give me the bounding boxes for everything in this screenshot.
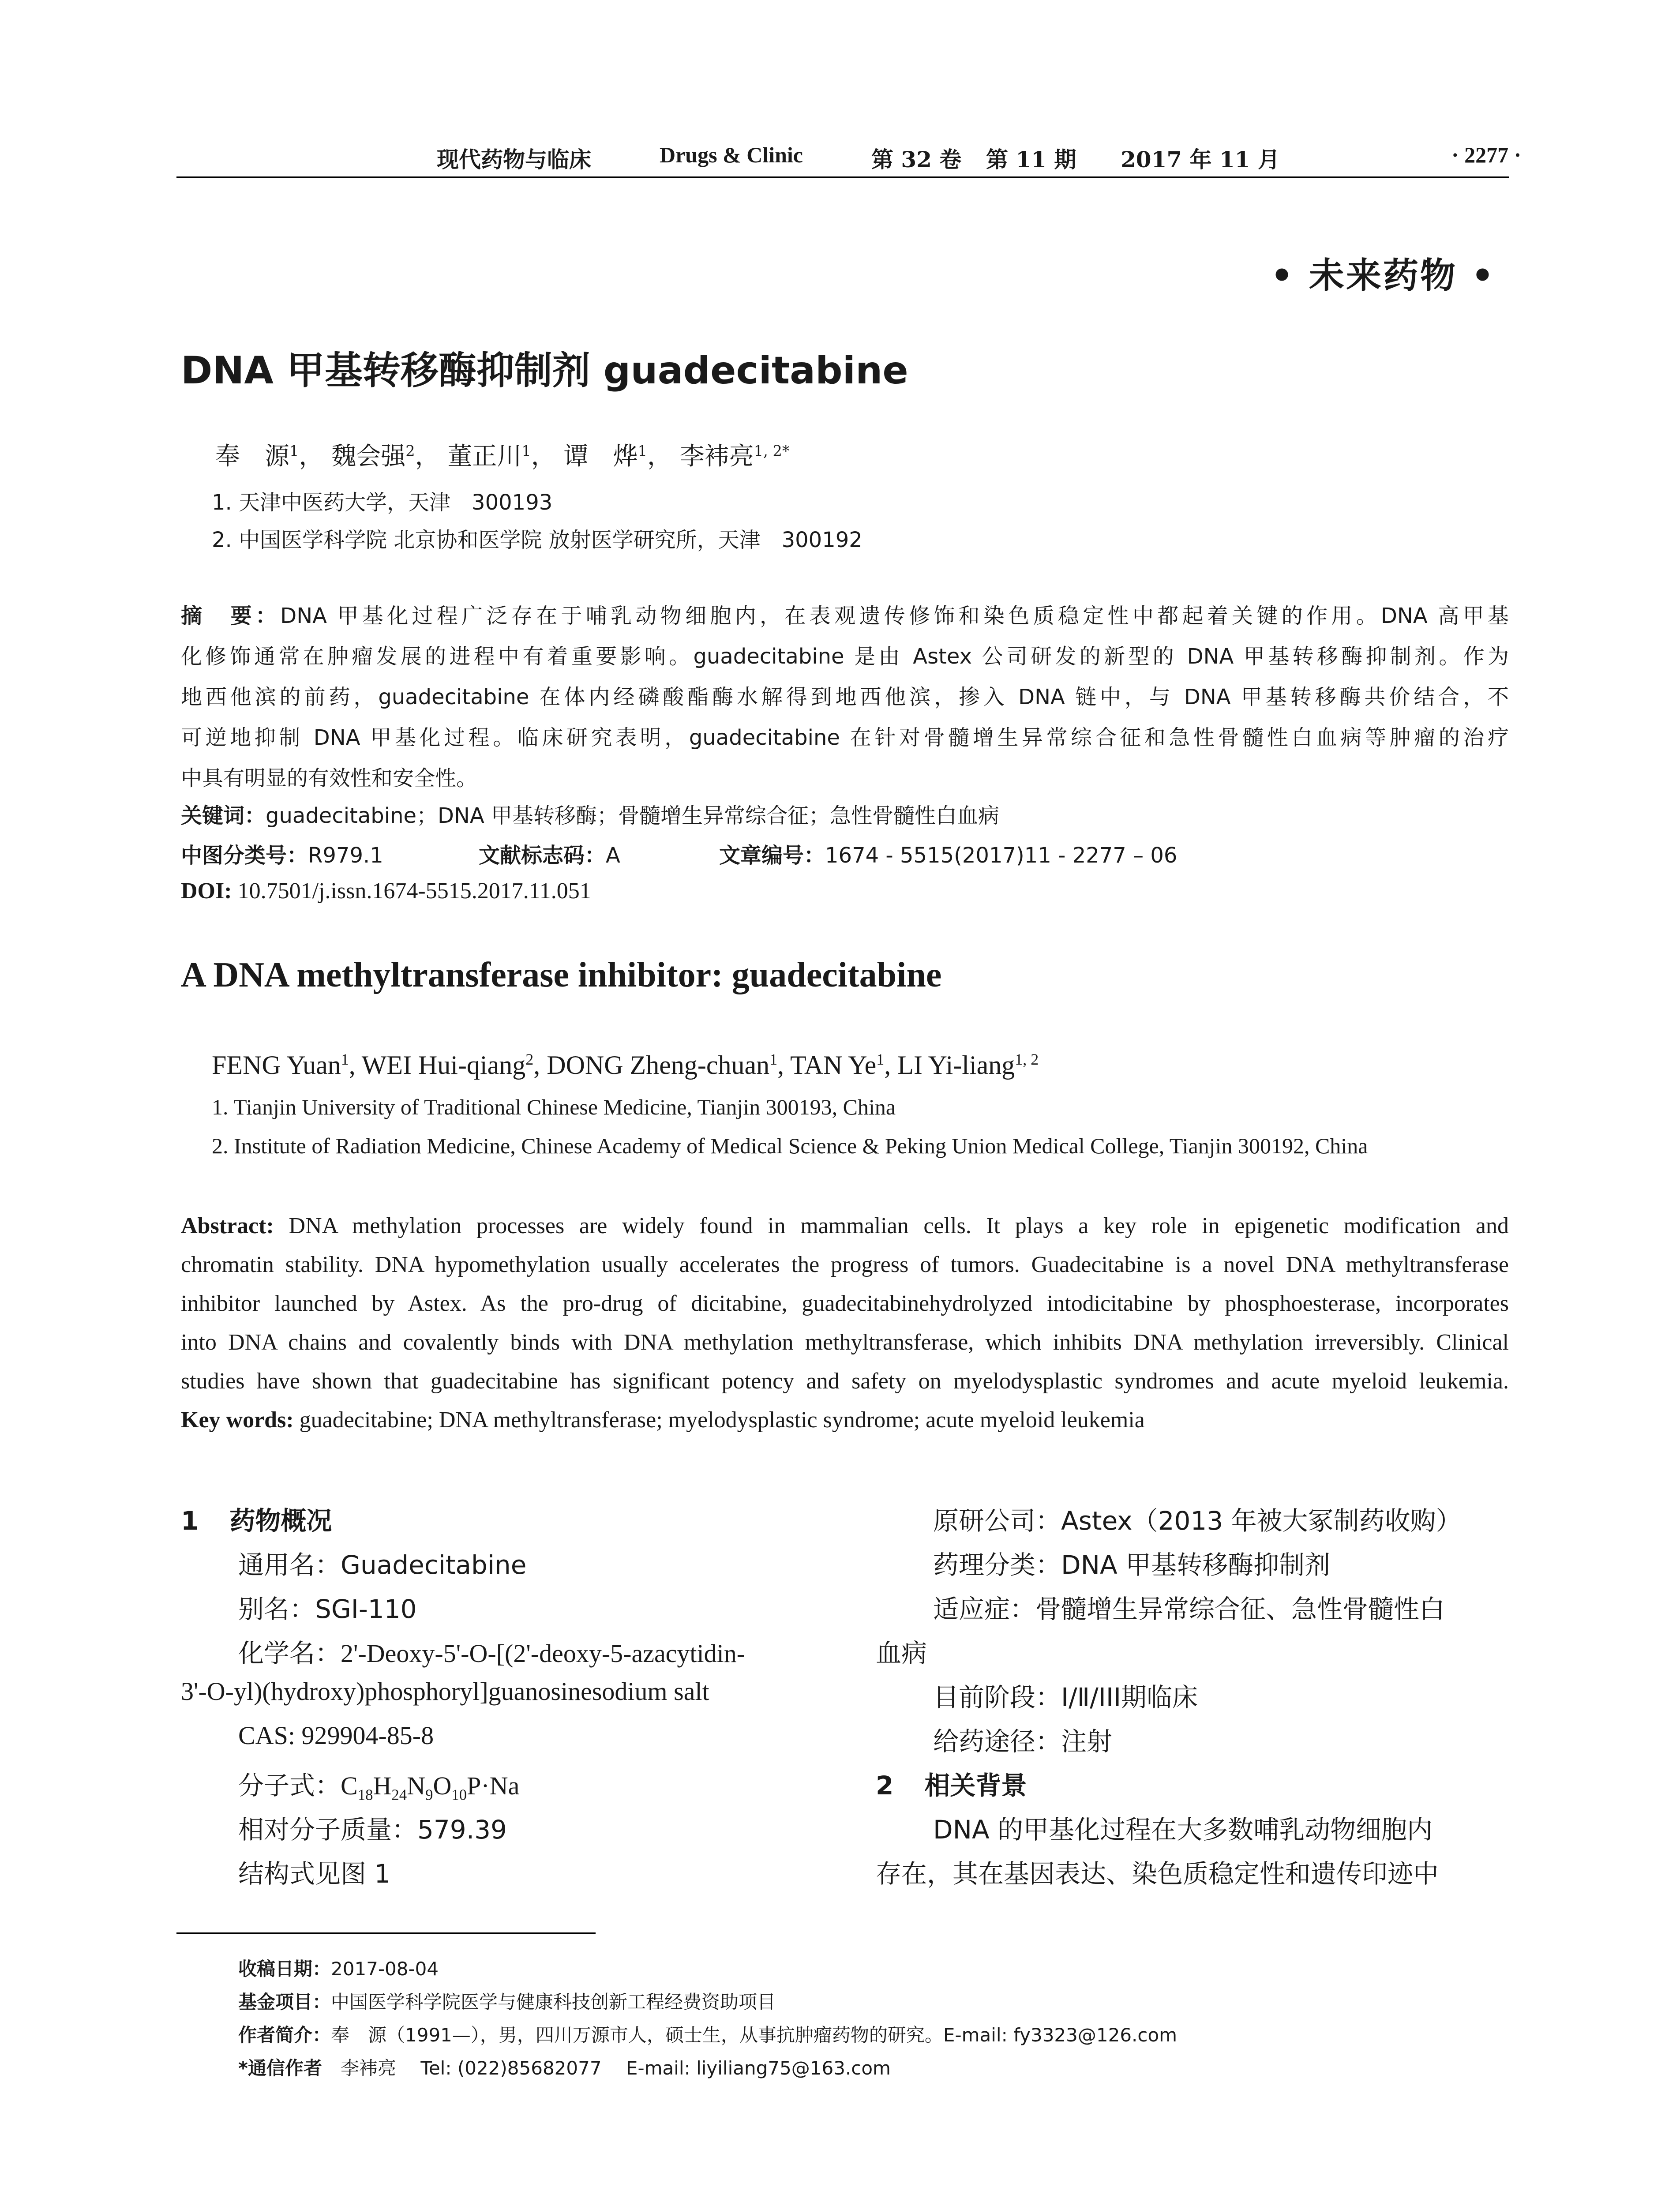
section-tag: • 未来药物 • (1271, 255, 1496, 296)
keywords-en-text: guadecitabine; DNA methyltransferase; myelodysplastic syndrome; acute myeloid leukemia (293, 1407, 1145, 1433)
section-number: 1 (181, 1506, 199, 1536)
formula-label: 分子式： (238, 1771, 341, 1801)
footnote-author (238, 2021, 1177, 2047)
chemical-name-text: 2'-Deoxy-5'-O-[(2'-deoxy-5-azacytidin- (341, 1639, 746, 1668)
structure-reference: 结构式见图 1 (238, 1859, 391, 1889)
affiliation-cn-1: 1. 天津中医药大学，天津 300193 (212, 490, 553, 515)
volume: 第 32 卷 (871, 146, 962, 173)
footnote-text: 奉 源（1991—），男，四川万源市人，硕士生，从事抗肿瘤药物的研究。E-mail: fy3323@126.com (331, 2024, 1178, 2046)
abstract-cn-line: 中具有明显的有效性和安全性。 (181, 766, 478, 791)
article-number-label: 文章编号： (719, 843, 825, 868)
header-rule (176, 176, 1509, 178)
author-separator: , (777, 1050, 790, 1080)
keywords-cn-text: guadecitabine；DNA 甲基转移酶；骨髓增生异常综合征；急性骨髓性白血病 (266, 803, 1000, 828)
author-name: TAN Ye (790, 1050, 877, 1080)
formula-subscript: 18 (357, 1786, 373, 1804)
keywords-cn (181, 799, 999, 829)
author-sup: 1 (289, 442, 299, 460)
formula-element: H (373, 1771, 392, 1800)
footnote-fund (238, 1988, 776, 2014)
doi (181, 878, 591, 904)
author-name: FENG Yuan (212, 1050, 341, 1080)
author-sup: 1 (341, 1050, 349, 1068)
author-sup: 1 (876, 1050, 885, 1068)
author-separator: ， (531, 442, 556, 471)
author-separator: , (884, 1050, 898, 1080)
footnote-label: 作者简介： (238, 2024, 331, 2046)
abstract-en-label: Abstract: (181, 1213, 274, 1238)
pharmacological-class: 药理分类：DNA 甲基转移酶抑制剂 (933, 1550, 1331, 1580)
keywords-cn-label: 关键词： (181, 803, 266, 828)
author-name: DONG Zheng-chuan (547, 1050, 770, 1080)
abstract-cn-text: DNA 甲基化过程广泛存在于哺乳动物细胞内，在表观遗传修饰和染色质稳定性中都起着关键的作用。DNA 高甲基 (280, 604, 1509, 628)
doc-code (479, 838, 620, 869)
author-sup: 1, 2* (754, 442, 790, 460)
abstract-en-line: inhibitor launched by Astex. As the pro-drug of dicitabine, guadecitabinehydrolyzed intodicitabine by phosphoesterase, incorporates (181, 1291, 1509, 1316)
author-separator: , (533, 1050, 547, 1080)
page-number: · 2277 · (1451, 143, 1522, 167)
formula-element: P·Na (467, 1771, 520, 1800)
affiliation-en-1: 1. Tianjin University of Traditional Chinese Medicine, Tianjin 300193, China (212, 1095, 896, 1119)
footnote-text: 李袆亮 Tel: (022)85682077 E-mail: liyiliang75@163.com (322, 2057, 891, 2079)
author-separator: ， (415, 442, 440, 471)
administration-route: 给药途径：注射 (933, 1726, 1113, 1756)
abstract-cn-label: 摘 要： (181, 604, 281, 628)
formula-subscript: 9 (425, 1786, 433, 1804)
chemical-name-line-2: 3'-O-yl)(hydroxy)phosphoryl]guanosinesodium salt (181, 1677, 709, 1706)
alias: 别名：SGI-110 (238, 1594, 417, 1624)
abstract-cn-line (181, 596, 1509, 636)
journal-name-cn: 现代药物与临床 (437, 146, 591, 173)
background-line-1: DNA 的甲基化过程在大多数哺乳动物细胞内 (933, 1815, 1433, 1845)
section-2-heading (876, 1765, 1027, 1802)
footnote-corresponding (238, 2054, 891, 2080)
abstract-en (181, 1207, 1509, 1440)
abstract-cn-line: 地西他滨的前药，guadecitabine 在体内经磷酸酯酶水解得到地西他滨，掺入 DNA 链中，与 DNA 甲基转移酶共价结合，不 (181, 685, 1509, 709)
abstract-en-line (181, 1207, 1509, 1246)
clc-label: 中图分类号： (181, 843, 308, 868)
footnote-rule (176, 1932, 596, 1934)
formula-element: O (433, 1771, 452, 1800)
abstract-en-line: into DNA chains and covalently binds with DNA methylation methyltransferase, which inhibits DNA methylation irreversibly. Clinical (181, 1330, 1509, 1355)
chemical-name-label: 化学名： (238, 1638, 341, 1668)
clc-code (181, 838, 383, 869)
author-name: 董正川 (447, 442, 522, 471)
footnote-received (238, 1955, 439, 1981)
footnote-label: 收稿日期： (238, 1958, 331, 1980)
formula-element: C (341, 1771, 358, 1800)
author-sup: 1 (521, 442, 531, 460)
author-name: WEI Hui-qiang (361, 1050, 526, 1080)
article-number (719, 838, 1177, 869)
background-line-2: 存在，其在基因表达、染色质稳定性和遗传印迹中 (876, 1859, 1439, 1889)
current-phase: 目前阶段：Ⅰ/Ⅱ/III期临床 (933, 1682, 1198, 1712)
formula-element: N (407, 1771, 426, 1800)
author-separator: ， (299, 442, 324, 471)
author-sup: 1, 2 (1015, 1050, 1039, 1068)
generic-name: 通用名：Guadecitabine (238, 1550, 527, 1580)
indication-line-1: 适应症：骨髓增生异常综合征、急性骨髓性白 (933, 1594, 1445, 1624)
author-name: 魏会强 (331, 442, 406, 471)
developer: 原研公司：Astex（2013 年被大冢制药收购） (933, 1506, 1462, 1536)
formula-subscript: 10 (451, 1786, 467, 1804)
indication-line-2: 血病 (876, 1638, 927, 1668)
title-en: A DNA methyltransferase inhibitor: guadecitabine (181, 956, 942, 994)
clc-value: R979.1 (308, 843, 383, 868)
author-sup: 2 (525, 1050, 534, 1068)
footnote-label: *通信作者 (238, 2057, 322, 2079)
author-separator: ， (647, 442, 672, 471)
cas-number: CAS: 929904-85-8 (238, 1721, 434, 1750)
doc-label: 文献标志码： (479, 843, 606, 868)
formula-subscript: 24 (391, 1786, 407, 1804)
doc-value: A (606, 843, 620, 868)
section-title: 相关背景 (924, 1771, 1027, 1801)
affiliation-en-2: 2. Institute of Radiation Medicine, Chinese Academy of Medical Science & Peking Union Medical College, Tianjin 300192, China (212, 1133, 1368, 1158)
abstract-en-line: chromatin stability. DNA hypomethylation usually accelerates the progress of tumors. Guadecitabine is a novel DNA methyltransferase (181, 1252, 1509, 1277)
abstract-cn-line: 可逆地抑制 DNA 甲基化过程。临床研究表明，guadecitabine 在针对骨髓增生异常综合征和急性骨髓性白血病等肿瘤的治疗 (181, 725, 1509, 750)
abstract-cn (181, 596, 1509, 799)
title-cn: DNA 甲基转移酶抑制剂 guadecitabine (181, 349, 908, 393)
author-name: 奉 源 (215, 442, 289, 471)
author-sup: 1 (638, 442, 647, 460)
author-name: 李袆亮 (679, 442, 754, 471)
keywords-en (181, 1401, 1509, 1440)
authors-cn (215, 437, 790, 472)
author-sup: 1 (769, 1050, 778, 1068)
affiliation-cn-2: 2. 中国医学科学院 北京协和医学院 放射医学研究所，天津 300192 (212, 528, 862, 552)
formula-value (341, 1771, 520, 1804)
author-name: LI Yi-liang (897, 1050, 1015, 1080)
publish-date: 2017 年 11 月 (1121, 146, 1280, 173)
abstract-cn-line: 化修饰通常在肿瘤发展的进程中有着重要影响。guadecitabine 是由 Astex 公司研发的新型的 DNA 甲基转移酶抑制剂。作为 (181, 644, 1509, 669)
molecular-weight: 相对分子质量：579.39 (238, 1815, 507, 1845)
molecular-formula (238, 1765, 519, 1802)
author-sup: 2 (405, 442, 415, 460)
author-separator: , (349, 1050, 362, 1080)
section-number: 2 (876, 1771, 894, 1801)
author-name: 谭 烨 (563, 442, 638, 471)
article-number-value: 1674 - 5515(2017)11 - 2277 – 06 (825, 843, 1178, 868)
abstract-en-text: DNA methylation processes are widely found in mammalian cells. It plays a key role in epigenetic modification and (274, 1213, 1509, 1238)
doi-label: DOI: (181, 878, 232, 904)
chemical-name-line-1 (238, 1632, 821, 1670)
abstract-en-line: studies have shown that guadecitabine has significant potency and safety on myelodysplastic syndromes and acute myeloid leukemia. (181, 1369, 1509, 1394)
footnote-text: 中国医学科学院医学与健康科技创新工程经费资助项目 (331, 1991, 776, 2013)
authors-en (212, 1050, 1039, 1080)
footnote-label: 基金项目： (238, 1991, 331, 2013)
issue: 第 11 期 (986, 146, 1076, 173)
section-1-heading (181, 1500, 332, 1537)
keywords-en-label: Key words: (181, 1407, 294, 1433)
section-title: 药物概况 (229, 1506, 332, 1536)
journal-name-en: Drugs & Clinic (660, 143, 803, 167)
doi-value: 10.7501/j.issn.1674-5515.2017.11.051 (232, 878, 591, 904)
footnote-text: 2017-08-04 (331, 1958, 439, 1980)
